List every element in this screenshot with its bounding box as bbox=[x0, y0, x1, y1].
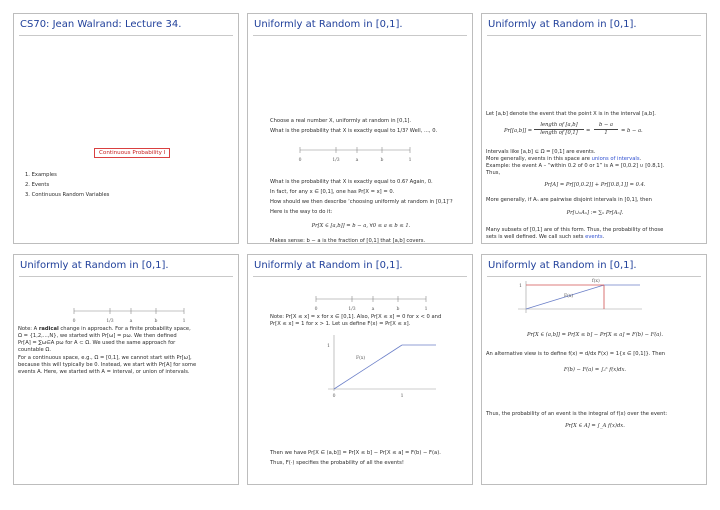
tick-label: 0 bbox=[314, 307, 318, 312]
formula-numerator: length of [a,b] bbox=[534, 122, 584, 130]
text-line: More generally, events in this space are unions of intervals. bbox=[486, 156, 642, 162]
slide-2 bbox=[247, 13, 473, 244]
text-line: Intervals like [a,b] ⊆ Ω = [0,1] are events. bbox=[486, 149, 596, 155]
text-line: More generally, if Aₙ are pairwise disjoint intervals in [0,1], then bbox=[486, 197, 652, 203]
formula: Pr[X ∈ [a,b]] = b − a, ∀0 ≤ a ≤ b ≤ 1. bbox=[311, 223, 411, 229]
slide-title: Uniformly at Random in [0,1]. bbox=[488, 260, 637, 271]
text-line: Note: Pr[X ≤ x] = x for x ∈ [0,1]. Also, Pr[X ≤ x] = 0 for x < 0 and bbox=[270, 314, 442, 320]
graph-label: f(x) bbox=[592, 279, 600, 284]
text-line: events A. Here, we started with A = interval, or union of intervals. bbox=[18, 369, 190, 375]
title-divider bbox=[487, 35, 701, 36]
graph-label: F(x) bbox=[564, 294, 574, 299]
title-divider bbox=[253, 35, 467, 36]
slide-title: Uniformly at Random in [0,1]. bbox=[254, 19, 403, 30]
slide-1 bbox=[13, 13, 239, 244]
tick-label: b bbox=[154, 319, 158, 324]
tick-label: a bbox=[355, 158, 359, 163]
text-line: Pr[A] = ∑ω∈A pω for A ⊂ Ω. We used the same approach for bbox=[18, 340, 176, 346]
tick-label: 1/3 bbox=[106, 319, 114, 324]
formula: Pr[X ∈ (a,b]] = Pr[X ≤ b] − Pr[X ≤ a] = F(b) − F(a). bbox=[526, 332, 664, 338]
formula-tail: = b − a. bbox=[621, 128, 643, 134]
title-divider bbox=[19, 35, 233, 36]
tick-label: 1 bbox=[408, 158, 412, 163]
formula: Pr[A] = Pr[[0,0.2]] + Pr[[0.8,1]] = 0.4. bbox=[544, 182, 646, 188]
number-line bbox=[74, 303, 194, 323]
graph-label: 0 bbox=[332, 394, 336, 399]
outline-item: 3. Continuous Random Variables bbox=[25, 192, 110, 198]
graph-label: 1 bbox=[327, 344, 330, 349]
tick-label: 1 bbox=[424, 307, 428, 312]
tick-label: a bbox=[129, 319, 133, 324]
slide-4 bbox=[13, 254, 239, 485]
tick-label: 0 bbox=[72, 319, 76, 324]
text-line: Many subsets of [0,1] are of this form. Thus, the probability of those bbox=[486, 227, 664, 233]
text-line: Choose a real number X, uniformly at random in [0,1]. bbox=[270, 118, 412, 124]
text-line: Example: the event A – “within 0.2 of 0 or 1” is A = [0,0.2] ∪ [0.8,1]. bbox=[486, 163, 665, 169]
slide-title: Uniformly at Random in [0,1]. bbox=[254, 260, 403, 271]
title-divider bbox=[487, 276, 701, 277]
outline-item: 1. Examples bbox=[25, 172, 57, 178]
formula-numerator: b − a bbox=[594, 122, 618, 130]
text-line: Thus, F(·) specifies the probability of all the events! bbox=[270, 460, 404, 466]
text-line: What is the probability that X is exactly equal to 0.6? Again, 0. bbox=[270, 179, 433, 185]
graph-label: F(x) bbox=[356, 356, 366, 361]
text-line: Ω = {1,2,...,N}, we started with Pr[ω] = pω. We then defined bbox=[18, 333, 177, 339]
text-line: Then we have Pr[X ∈ (a,b]] = Pr[X ≤ b] − Pr[X ≤ a] = F(b) − F(a). bbox=[270, 450, 441, 456]
title-divider bbox=[253, 276, 467, 277]
pdf-cdf-graph bbox=[512, 279, 652, 319]
text-line: What is the probability that X is exactly equal to 1/3? Well, ..., 0. bbox=[270, 128, 438, 134]
formula-equals: = bbox=[586, 128, 591, 134]
text-line: Note: A radical change in approach. For a finite probability space, bbox=[18, 326, 191, 332]
graph-label: 1 bbox=[400, 394, 404, 399]
text-line: Thus, bbox=[486, 170, 501, 176]
text-line: countable Ω. bbox=[18, 347, 52, 353]
number-line bbox=[300, 142, 420, 162]
slide-title: CS70: Jean Walrand: Lecture 34. bbox=[20, 19, 182, 30]
formula-denominator: 1 bbox=[604, 130, 608, 136]
text-line: Here is the way to do it: bbox=[270, 209, 333, 215]
tick-label: 1/3 bbox=[348, 307, 356, 312]
outline-item: 2. Events bbox=[25, 182, 50, 188]
tick-label: b bbox=[396, 307, 400, 312]
slide-title: Uniformly at Random in [0,1]. bbox=[20, 260, 169, 271]
text-line: because this will typically be 0. Instead, we start with Pr[A] for some bbox=[18, 362, 197, 368]
formula-lhs: Pr[[a,b]] = bbox=[504, 128, 533, 134]
tick-label: a bbox=[371, 307, 375, 312]
cdf-graph bbox=[324, 333, 444, 399]
graph-label: 1 bbox=[519, 284, 522, 289]
text-line: In fact, for any x ∈ [0,1], one has Pr[X = x] = 0. bbox=[270, 189, 395, 195]
formula: Pr[∪ₙAₙ] := ∑ₙ Pr[Aₙ]. bbox=[566, 210, 624, 216]
text-line: How should we then describe ‘choosing uniformly at random in [0,1]’? bbox=[270, 199, 453, 205]
title-divider bbox=[19, 276, 233, 277]
text-line: sets is well defined. We call such sets events. bbox=[486, 234, 605, 240]
section-box: Continuous Probability I bbox=[94, 148, 170, 158]
tick-label: b bbox=[380, 158, 384, 163]
tick-label: 1/3 bbox=[332, 158, 340, 163]
slide-3 bbox=[481, 13, 707, 244]
text-line: Let [a,b] denote the event that the point X is in the interval [a,b]. bbox=[486, 111, 656, 117]
tick-label: 1 bbox=[182, 319, 186, 324]
formula: Pr[X ∈ A] = ∫_A f(x)dx. bbox=[565, 423, 625, 429]
slide-6 bbox=[481, 254, 707, 485]
formula-denominator: length of [0,1] bbox=[540, 130, 578, 136]
text-line: Pr[X ≤ x] = 1 for x > 1. Let us define F(x) = Pr[X ≤ x]. bbox=[270, 321, 411, 327]
text-line: An alternative view is to define f(x) = d/dx F(x) = 1{x ∈ [0,1]}. Then bbox=[486, 351, 666, 357]
slide-5 bbox=[247, 254, 473, 485]
text-line: For a continuous space, e.g., Ω = [0,1], we cannot start with Pr[ω], bbox=[18, 355, 192, 361]
tick-label: 0 bbox=[298, 158, 302, 163]
text-line: Thus, the probability of an event is the integral of f(x) over the event: bbox=[486, 411, 668, 417]
formula: F(b) − F(a) = ∫ₐᵇ f(x)dx. bbox=[563, 367, 627, 373]
text-line: Makes sense: b − a is the fraction of [0,1] that [a,b] covers. bbox=[270, 238, 426, 244]
number-line bbox=[316, 291, 436, 311]
slide-title: Uniformly at Random in [0,1]. bbox=[488, 19, 637, 30]
